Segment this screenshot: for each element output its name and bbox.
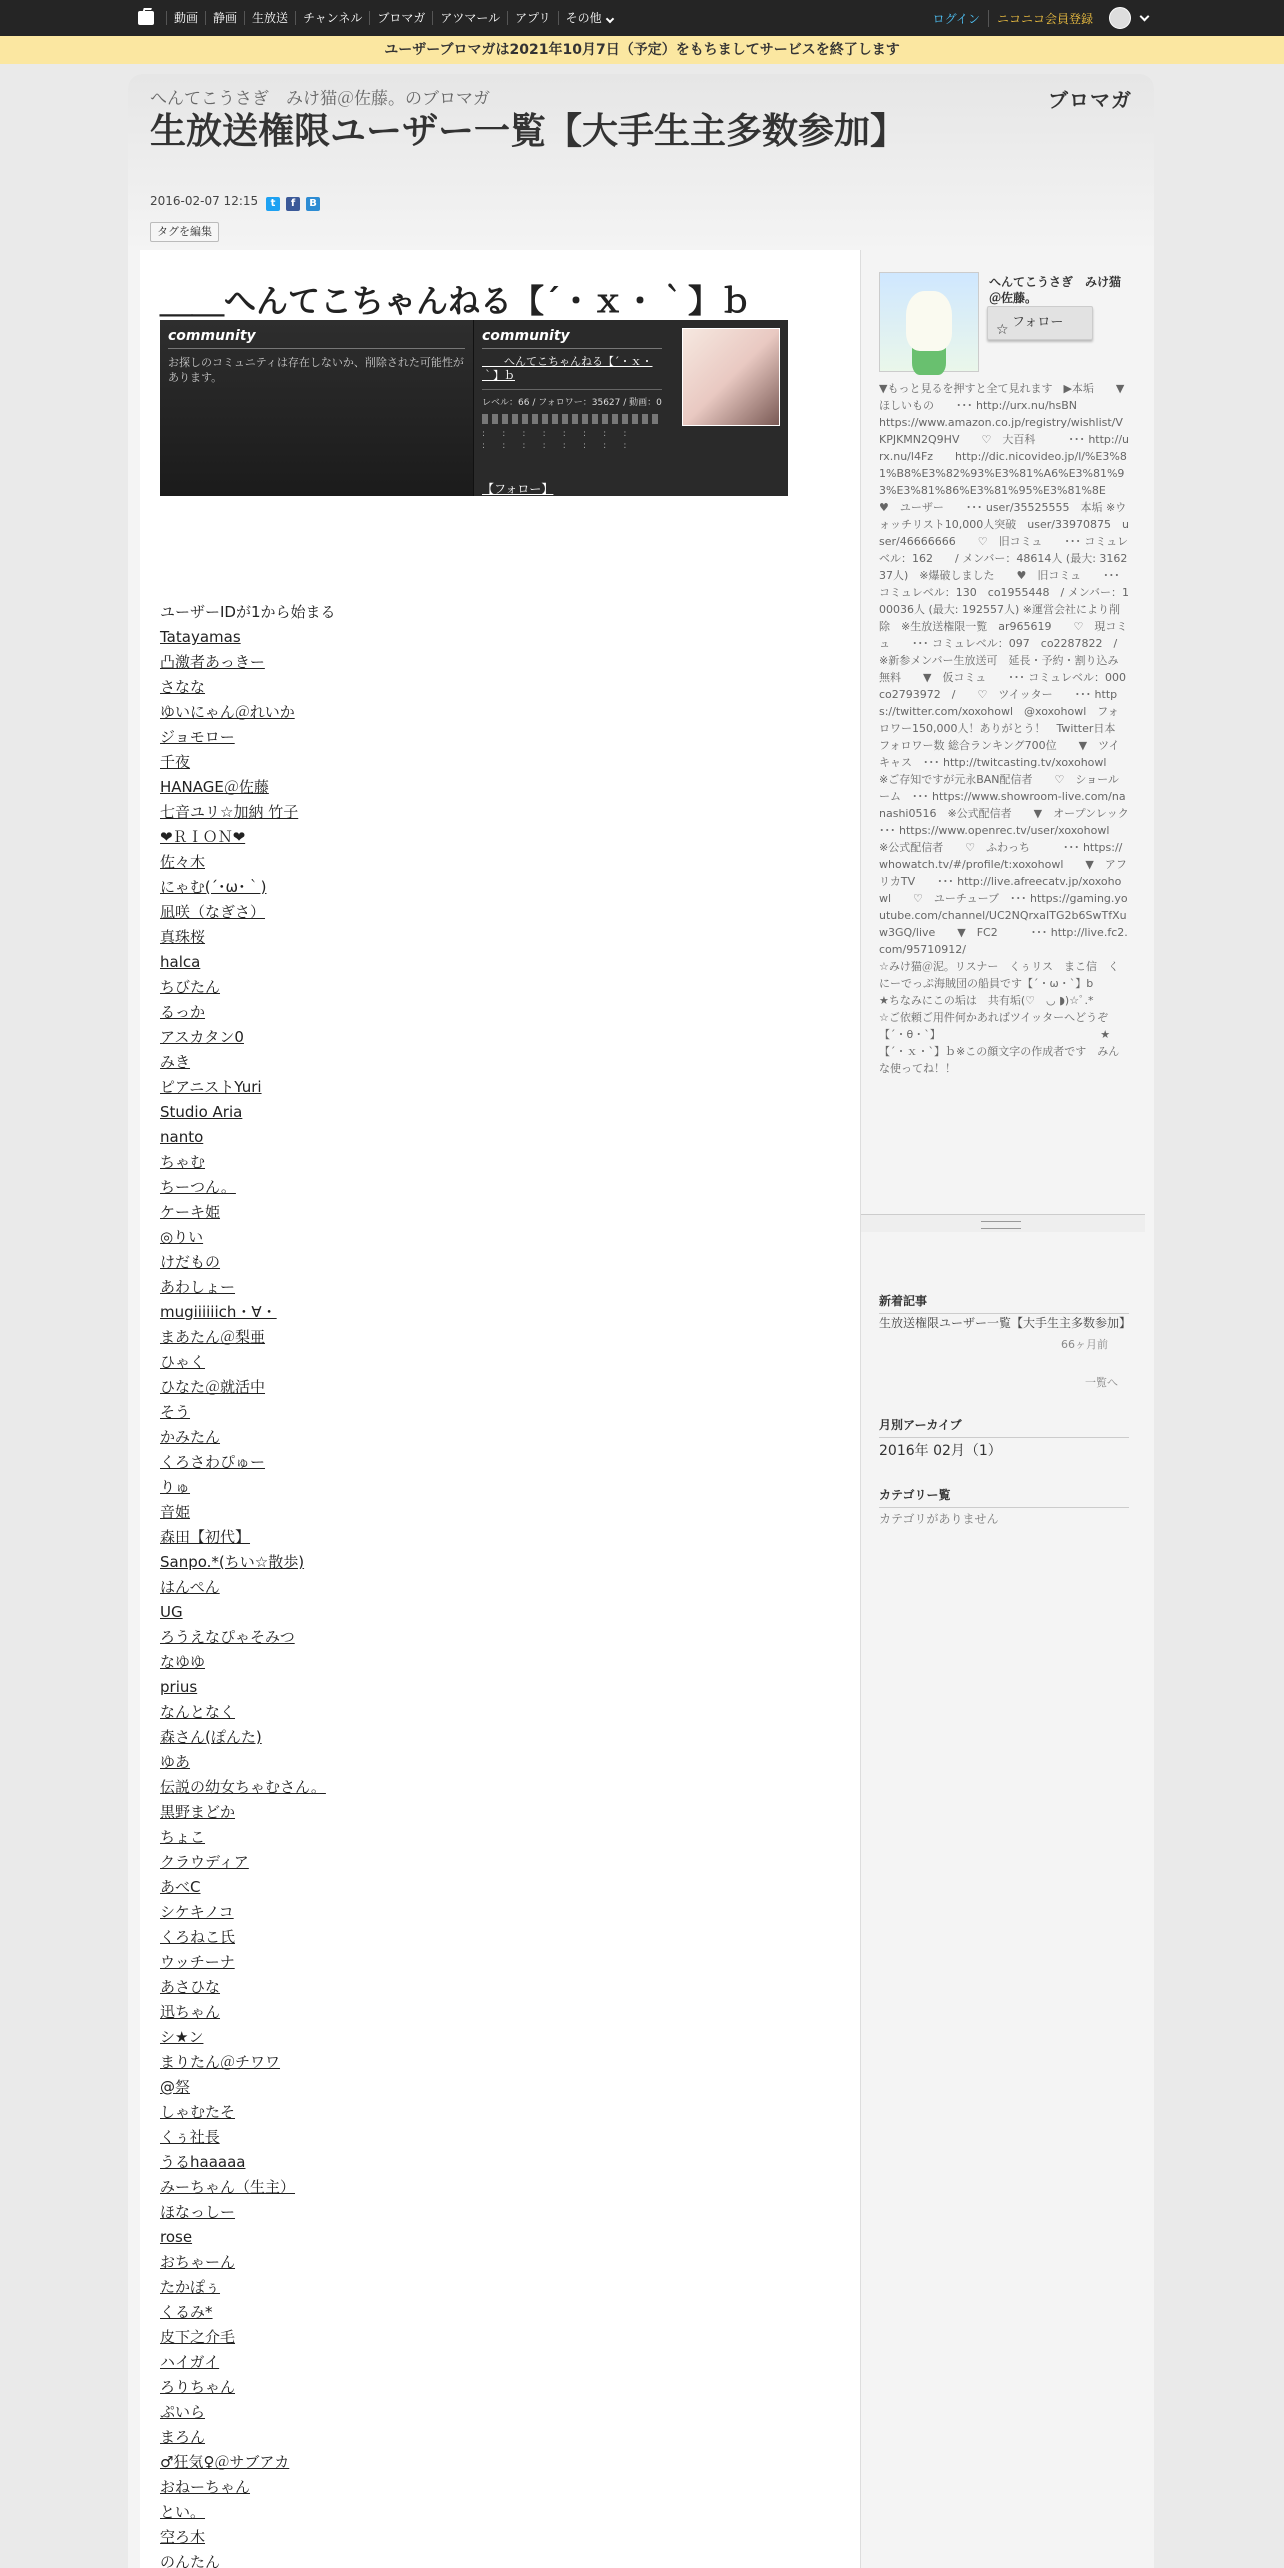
- top-navigation-bar: [0, 0, 1284, 36]
- community-logo: community: [482, 328, 662, 349]
- user-list-item[interactable]: ゆあ: [160, 1753, 191, 1771]
- nav-app[interactable]: アプリ: [507, 11, 558, 25]
- community-missing-message: お探しのコミュニティは存在しないか、削除された可能性があります。: [168, 356, 464, 384]
- nav-seiga[interactable]: 静画: [205, 11, 244, 25]
- user-list-item[interactable]: かみたん: [160, 1428, 221, 1446]
- user-list-item[interactable]: ウッチーナ: [160, 1953, 235, 1971]
- user-list-item[interactable]: nanto: [160, 1128, 204, 1146]
- user-list-item[interactable]: くろねこ氏: [160, 1928, 236, 1946]
- category-empty-text: カテゴリがありません: [879, 1512, 999, 1526]
- recent-articles-heading: 新着記事: [879, 1292, 1129, 1314]
- user-list-item[interactable]: くるみ*: [160, 2303, 213, 2321]
- user-list-item[interactable]: mugiiiiiich・∀・: [160, 1303, 277, 1321]
- sidebar: [860, 250, 1259, 2568]
- user-list-item[interactable]: なんとなく: [160, 1703, 236, 1721]
- nav-more-label: その他: [565, 11, 602, 25]
- follow-button[interactable]: [987, 306, 1093, 340]
- user-list-item[interactable]: あわしょー: [160, 1278, 236, 1296]
- community-name-link[interactable]: ＿＿へんてこちゃんねる【´・ｘ・｀】ｂ: [482, 355, 662, 390]
- user-list-item[interactable]: prius: [160, 1678, 198, 1696]
- user-list-item[interactable]: まろん: [160, 2428, 206, 2446]
- user-list-item[interactable]: 皮下之介毛: [160, 2328, 236, 2346]
- user-list-item[interactable]: そう: [160, 1403, 191, 1421]
- user-list-item[interactable]: 音姫: [160, 1503, 191, 1521]
- user-list-item[interactable]: 森さん(ぽんた): [160, 1728, 262, 1746]
- profile-name[interactable]: へんてこうさぎ みけ猫＠佐藤。: [989, 275, 1122, 305]
- edit-tags-button[interactable]: タグを編集: [150, 222, 219, 242]
- share-buttons: [266, 197, 320, 211]
- user-list-item[interactable]: UG: [160, 1603, 183, 1621]
- recent-articles-more-link[interactable]: 一覧へ: [1085, 1376, 1118, 1389]
- user-list-item[interactable]: にゃむ(´･ω･｀): [160, 878, 267, 896]
- recent-article-date: 66ヶ月前: [1061, 1338, 1108, 1351]
- nav-channel[interactable]: チャンネル: [295, 11, 369, 25]
- user-list-item[interactable]: 森田【初代】: [160, 1528, 251, 1546]
- user-list-item[interactable]: さなな: [160, 678, 206, 696]
- user-list-item[interactable]: Sanpo.*(ちい☆散歩): [160, 1553, 305, 1571]
- user-list-item[interactable]: あべC: [160, 1878, 201, 1896]
- user-list-heading: ユーザーIDが1から始まる: [160, 603, 336, 621]
- user-list-item[interactable]: 佐々木: [160, 853, 206, 871]
- user-list-item[interactable]: ぷいら: [160, 2403, 206, 2421]
- user-list-item[interactable]: くろさわぴゅー: [160, 1453, 266, 1471]
- user-list-item[interactable]: しゃむたそ: [160, 2103, 236, 2121]
- user-list-item[interactable]: ちょこ: [160, 1828, 206, 1846]
- community-separator-dots: : : : : : : : : : : : : : : : :: [482, 429, 627, 451]
- user-list-item[interactable]: ちびたん: [160, 978, 221, 996]
- user-list-item[interactable]: 迅ちゃん: [160, 2003, 221, 2021]
- user-list-item[interactable]: ちーつん。: [160, 1178, 236, 1196]
- follow-button-label: フォロー: [1012, 315, 1064, 330]
- user-list-item[interactable]: おねーちゃん: [160, 2478, 251, 2496]
- user-list-item[interactable]: 黒野まどか: [160, 1803, 236, 1821]
- account-menu-chevron-icon[interactable]: [1140, 11, 1150, 21]
- nav-live[interactable]: 生放送: [244, 11, 295, 25]
- user-list-item[interactable]: るっか: [160, 1003, 206, 1021]
- community-follow-link[interactable]: 【フォロー】: [482, 482, 554, 496]
- recent-article-link[interactable]: 生放送権限ユーザー一覧【大手生主多数参加】: [879, 1316, 1132, 1330]
- user-list-item[interactable]: 伝説の幼女ちゃむさん。: [160, 1778, 326, 1796]
- user-list-item[interactable]: ろうえなぴゃそみつ: [160, 1628, 295, 1646]
- user-list-item[interactable]: ゆいにゃん＠れいか: [160, 703, 295, 721]
- archive-heading: 月別アーカイブ: [879, 1416, 1129, 1438]
- user-avatar-icon[interactable]: [1109, 7, 1131, 29]
- user-list-item[interactable]: みき: [160, 1053, 191, 1071]
- page-title: 生放送権限ユーザー一覧【大手生主多数参加】: [150, 111, 907, 152]
- community-embed-missing: [160, 320, 474, 496]
- facebook-icon[interactable]: f: [286, 197, 300, 211]
- nav-video[interactable]: 動画: [166, 11, 205, 25]
- user-list-item[interactable]: おちゃーん: [160, 2253, 236, 2271]
- user-list-item[interactable]: 千夜: [160, 753, 191, 771]
- main-nav: [138, 0, 620, 36]
- user-list-item[interactable]: 真珠桜: [160, 928, 206, 946]
- user-list-item[interactable]: ほなっしー: [160, 2203, 236, 2221]
- user-list-item[interactable]: のんたん: [160, 2553, 221, 2568]
- user-list-item[interactable]: シケキノコ: [160, 1903, 234, 1921]
- account-area: [925, 0, 1148, 36]
- nav-blomaga[interactable]: ブロマガ: [369, 11, 432, 25]
- user-list-item[interactable]: @祭: [160, 2078, 191, 2096]
- user-list-item[interactable]: シ★ン: [160, 2028, 204, 2046]
- user-list-item[interactable]: まりたん＠チワワ: [160, 2053, 281, 2071]
- community-stats: レベル：66 / フォロワー：35627 / 動画：0: [482, 398, 662, 408]
- user-list-item[interactable]: ジョモロー: [160, 728, 235, 746]
- user-list-item[interactable]: 七音ユリ☆加納 竹子: [160, 803, 299, 821]
- register-link[interactable]: ニコニコ会員登録: [996, 11, 1093, 26]
- user-list-item[interactable]: アスカタン0: [160, 1028, 244, 1046]
- user-list-item[interactable]: ❤ＲＩＯＮ❤: [160, 828, 246, 846]
- user-list-item[interactable]: クラウディア: [160, 1853, 249, 1871]
- article-title: ＿＿へんてこちゃんねる【´・ｘ・｀】ｂ: [160, 282, 753, 320]
- user-list: [160, 600, 336, 2568]
- user-list-item[interactable]: くぅ社長: [160, 2128, 220, 2146]
- user-list-item[interactable]: たかぽぅ: [160, 2278, 221, 2296]
- community-logo: community: [168, 328, 465, 349]
- profile-avatar[interactable]: [879, 272, 979, 372]
- profile-description: ▼もっと見るを押すと全て見れます ▶本垢 ▼ ほしいもの ･･･ http://urx.nu/hsBN https://www.amazon.co.jp/registry/wishlist/VKPJKMN2Q9HV ♡ 大百科 ･･･ http://urx.nu/l4Fz http://dic.nicovideo.jp/l/%E3%81%B8%E3%82%93%E3%81%A6%E3%81%93%E3%81%86%E3%81%95%E3%81%8E ♥ ユーザー ･･･ user/35525555 本垢 ※ウォッチリスト10,000人突破 user/33970875 user/46666666 ♡ 旧コミュ ･･･ コミュレベル：162 / メンバー：48614人 (最大: 316237人) ※爆破しました ♥ 旧コミュ ･･･ コミュレベル：130 co1955448 / メンバー：100036人 (最大: 192557人) ※運営会社により削除 ※生放送権限一覧 ar965619 ♡ 現コミュ ･･･ コミュレベル：097 co2287822 / ※新参メンバー生放送可 延長・予約・割り込み無料 ▼ 仮コミュ ･･･ コミュレベル：000 co2793972 / ♡ ツイッター ･･･ https://twitter.com/xoxohowl @xoxohowl フォロワー150,000人！ありがとう！ Twitter日本 フォロワー数 総合ランキング700位 ▼ ツイキャス ･･･ http://twitcasting.tv/xoxohowl ※ご存知ですが元永BAN配信者 ♡ ショールーム ･･･ https://www.showroom-live.com/nanashi0516 ※公式配信者 ▼ オープンレック ･･･ https://www.openrec.tv/user/xoxohowl ※公式配信者 ♡ ふわっち ･･･ https://whowatch.tv/#/profile/t:xoxohowl ▼ アフリカTV ･･･ http://live.afreecatv.jp/xoxohowl ♡ ユーチューブ ･･･ https://gaming.youtube.com/channel/UC2NQrxaITG2b6SwTfXuw3GQ/live ▼ FC2 ･･･ http://live.fc2.com/95710912/ ☆みけ猫＠泥。リスナー くぅリス まこ信 くにーでっぷ海賊団の船員です【´・ω・`】b ★ちなみにこの垢は 共有垢(♡ ◡ ◗)☆ﾟ.* ☆ご依頼ご用件何かあればツイッターへどうぞ【´・θ・`】 ★【´・ｘ・`】ｂ※この顔文字の作成者です みんな使ってね！！: [879, 382, 1259, 1075]
- login-link[interactable]: ログイン: [925, 10, 989, 27]
- user-list-item[interactable]: ひゃく: [160, 1353, 206, 1371]
- user-list-item[interactable]: とい。: [160, 2503, 206, 2521]
- community-embed: [160, 320, 788, 496]
- nav-atsumaru[interactable]: アツマール: [432, 11, 507, 25]
- user-list-item[interactable]: 凪咲（なぎさ）: [160, 903, 266, 921]
- user-list-item[interactable]: うるhaaaaa: [160, 2153, 246, 2171]
- user-list-item[interactable]: Tatayamas: [160, 628, 241, 646]
- user-list-item[interactable]: けだもの: [160, 1253, 221, 1271]
- user-list-item[interactable]: ♂狂気♀＠サブアカ: [160, 2453, 290, 2471]
- user-list-item[interactable]: ハイガイ: [160, 2353, 220, 2371]
- service-end-notice: ユーザーブロマガは2021年10月7日（予定）をもちましてサービスを終了します: [0, 36, 1284, 64]
- star-icon: ☆: [996, 322, 1009, 338]
- user-list-item[interactable]: まあたん＠梨亜: [160, 1328, 266, 1346]
- user-list-item[interactable]: なゆゆ: [160, 1653, 206, 1671]
- user-list-item[interactable]: HANAGE＠佐藤: [160, 778, 269, 796]
- user-list-item[interactable]: みーちゃん（生主）: [160, 2178, 296, 2196]
- category-heading: カテゴリー覧: [879, 1486, 1129, 1508]
- user-list-item[interactable]: ちゃむ: [160, 1153, 206, 1171]
- user-list-item[interactable]: rose: [160, 2228, 193, 2246]
- community-level-bars: [482, 414, 662, 424]
- user-list-item[interactable]: ◎りい: [160, 1228, 204, 1246]
- user-list-item[interactable]: 空ろ木: [160, 2528, 206, 2546]
- community-thumbnail[interactable]: [682, 328, 780, 426]
- user-list-item[interactable]: はんぺん: [160, 1578, 220, 1596]
- user-list-item[interactable]: ケーキ姫: [160, 1203, 221, 1221]
- community-embed-card: [474, 320, 788, 496]
- nav-more[interactable]: [558, 11, 620, 25]
- article-main: [140, 250, 860, 2568]
- user-list-item[interactable]: ピアニストYuri: [160, 1078, 262, 1096]
- blomaga-logo[interactable]: ブロマガ: [1048, 88, 1132, 112]
- description-expand-handle[interactable]: [861, 1214, 1145, 1232]
- user-list-item[interactable]: りゅ: [160, 1478, 191, 1496]
- blog-owner-title[interactable]: へんてこうさぎ みけ猫＠佐藤。のブロマガ: [150, 89, 490, 109]
- archive-item[interactable]: 2016年 02月（1）: [879, 1443, 1002, 1459]
- user-list-item[interactable]: 凸激者あっきー: [160, 653, 265, 671]
- user-list-item[interactable]: ろりちゃん: [160, 2378, 236, 2396]
- hatena-bookmark-icon[interactable]: B: [306, 197, 320, 211]
- chevron-down-icon: [605, 15, 613, 23]
- twitter-icon[interactable]: t: [266, 197, 280, 211]
- niconico-home-icon[interactable]: [138, 11, 154, 25]
- post-date: 2016-02-07 12:15: [150, 194, 259, 208]
- user-list-item[interactable]: あさひな: [160, 1978, 221, 1996]
- user-list-item[interactable]: halca: [160, 953, 201, 971]
- user-list-item[interactable]: ひなた＠就活中: [160, 1378, 266, 1396]
- user-list-item[interactable]: Studio Aria: [160, 1103, 243, 1121]
